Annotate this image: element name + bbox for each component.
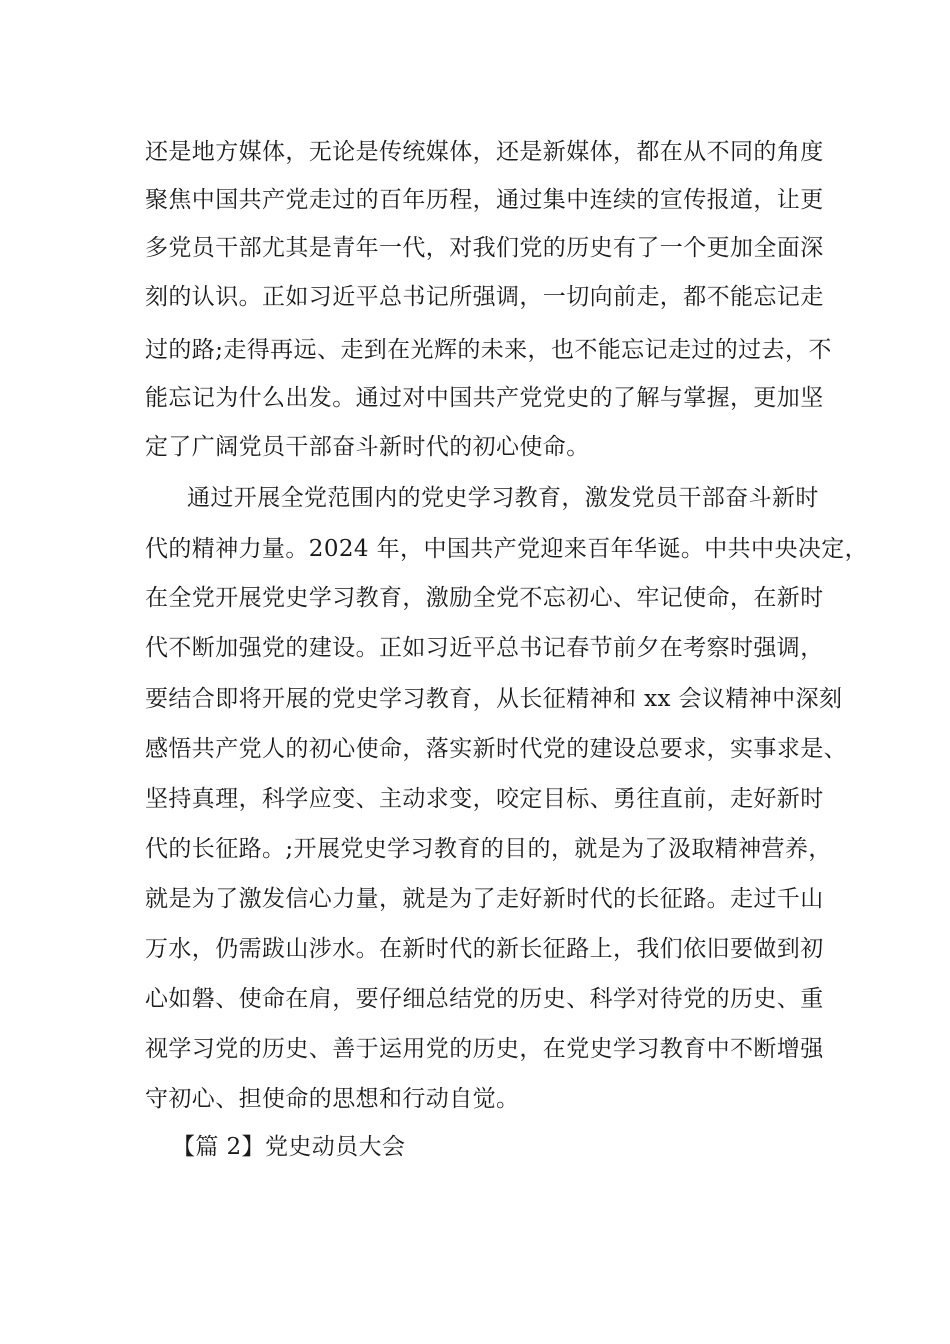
paragraph-2-line-10: 万水，仍需跋山涉水。在新时代的新长征路上，我们依旧要做到初 [145, 936, 824, 962]
paragraph-2-line-9: 就是为了激发信心力量，就是为了走好新时代的长征路。走过千山 [145, 886, 824, 912]
paragraph-2-line-11: 心如磐、使命在肩，要仔细总结党的历史、科学对待党的历史、重 [145, 986, 824, 1012]
paragraph-1-line-2: 聚焦中国共产党走过的百年历程，通过集中连续的宣传报道，让更 [145, 187, 824, 213]
paragraph-2-line-7: 坚持真理，科学应变、主动求变，咬定目标、勇往直前，走好新时 [145, 786, 824, 812]
paragraph-1-line-3: 多党员干部尤其是青年一代，对我们党的历史有了一个更加全面深 [145, 235, 824, 261]
paragraph-2-line-2: 代的精神力量。2024 年，中国共产党迎来百年华诞。中共中央决定， [145, 536, 869, 562]
paragraph-1-line-6: 能忘记为什么出发。通过对中国共产党党史的了解与掌握，更加坚 [145, 385, 824, 411]
paragraph-2-line-3: 在全党开展党史学习教育，激励全党不忘初心、牢记使命，在新时 [145, 585, 824, 611]
section-heading: 【篇 2】党史动员大会 [172, 1134, 406, 1160]
paragraph-1-line-4: 刻的认识。正如习近平总书记所强调，一切向前走，都不能忘记走 [145, 284, 824, 310]
paragraph-2-line-5: 要结合即将开展的党史学习教育，从长征精神和 xx 会议精神中深刻 [145, 686, 843, 712]
paragraph-2-line-4: 代不断加强党的建设。正如习近平总书记春节前夕在考察时强调， [145, 635, 824, 661]
paragraph-2-line-1: 通过开展全党范围内的党史学习教育，激发党员干部奋斗新时 [187, 485, 819, 511]
paragraph-1-line-1: 还是地方媒体，无论是传统媒体，还是新媒体，都在从不同的角度 [145, 139, 824, 165]
paragraph-2-line-6: 感悟共产党人的初心使命，落实新时代党的建设总要求，实事求是、 [145, 736, 847, 762]
paragraph-2-line-8: 代的长征路。;开展党史学习教育的目的，就是为了汲取精神营养， [145, 836, 832, 862]
paragraph-1-line-5: 过的路;走得再远、走到在光辉的未来，也不能忘记走过的过去，不 [145, 337, 832, 363]
paragraph-2-line-12: 视学习党的历史、善于运用党的历史，在党史学习教育中不断增强 [145, 1036, 824, 1062]
paragraph-2-line-13: 守初心、担使命的思想和行动自觉。 [145, 1086, 520, 1112]
paragraph-1-line-7: 定了广阔党员干部奋斗新时代的初心使命。 [145, 434, 590, 460]
